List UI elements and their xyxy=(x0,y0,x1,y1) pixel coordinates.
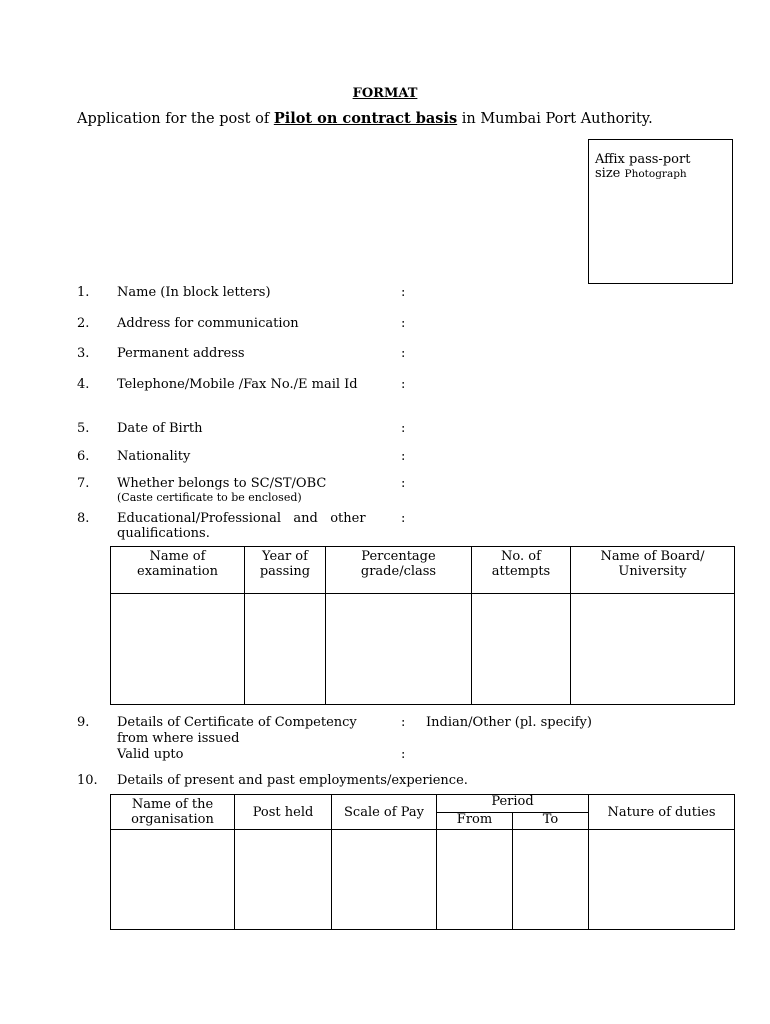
field-9-valid-label: Valid upto xyxy=(117,747,184,762)
field-8-label: Educational/Professional and other xyxy=(117,511,366,526)
employment-header-post: Post held xyxy=(235,795,332,830)
post-name: Pilot on contract basis xyxy=(273,110,458,127)
field-3-label: Permanent address xyxy=(117,346,245,361)
education-table xyxy=(110,546,735,705)
employment-cell-duties[interactable] xyxy=(589,830,735,930)
field-4-label: Telephone/Mobile /Fax No./E mail Id xyxy=(117,377,358,392)
field-7-label: Whether belongs to SC/ST/OBC xyxy=(117,476,327,491)
application-heading xyxy=(77,110,653,127)
field-6-number: 6. xyxy=(77,449,90,464)
education-cell-examination[interactable] xyxy=(111,594,245,705)
photo-box-photograph-text: Photograph xyxy=(624,168,687,180)
field-8-label-cont: qualifications. xyxy=(117,526,210,541)
intro-suffix: in Mumbai Port Authority. xyxy=(457,111,653,127)
field-5-number: 5. xyxy=(77,421,90,436)
photo-box xyxy=(588,139,733,284)
education-header-percentage: Percentage grade/class xyxy=(326,547,472,594)
employment-table xyxy=(110,794,735,930)
employment-header-from: From xyxy=(437,812,513,830)
employment-entry-row xyxy=(111,830,735,930)
field-1-label: Name (In block letters) xyxy=(117,285,271,300)
field-7-note: (Caste certificate to be enclosed) xyxy=(117,491,302,504)
employment-header-organisation: Name of the organisation xyxy=(111,795,235,830)
education-header-attempts: No. of attempts xyxy=(472,547,571,594)
employment-header-duties: Nature of duties xyxy=(589,795,735,830)
field-1-number: 1. xyxy=(77,285,90,300)
employment-header-to: To xyxy=(513,812,589,830)
field-9-label-cont: from where issued xyxy=(117,731,240,746)
photo-box-size-text: size xyxy=(595,166,625,181)
employment-header-period: Period xyxy=(437,795,589,813)
field-7-colon: : xyxy=(401,476,406,491)
field-4-colon: : xyxy=(401,377,406,392)
field-2-label: Address for communication xyxy=(117,316,299,331)
employment-cell-post[interactable] xyxy=(235,830,332,930)
field-3-colon: : xyxy=(401,346,406,361)
field-9-label: Details of Certificate of Competency xyxy=(117,715,357,730)
field-4-number: 4. xyxy=(77,377,90,392)
field-10-number: 10. xyxy=(77,773,98,788)
employment-cell-scale[interactable] xyxy=(332,830,437,930)
field-9-value: Indian/Other (pl. specify) xyxy=(426,715,592,730)
employment-cell-from[interactable] xyxy=(437,830,513,930)
field-2-number: 2. xyxy=(77,316,90,331)
field-9-valid-colon: : xyxy=(401,747,406,762)
field-7-number: 7. xyxy=(77,476,90,491)
field-8-colon: : xyxy=(401,511,406,526)
education-header-year: Year of passing xyxy=(245,547,326,594)
photo-box-line1: Affix pass-port xyxy=(595,152,691,167)
field-1-colon: : xyxy=(401,285,406,300)
field-5-label: Date of Birth xyxy=(117,421,203,436)
field-9-colon: : xyxy=(401,715,406,730)
field-6-colon: : xyxy=(401,449,406,464)
education-cell-attempts[interactable] xyxy=(472,594,571,705)
field-10-label: Details of present and past employments/experience. xyxy=(117,773,468,788)
education-header-row xyxy=(111,547,735,594)
employment-cell-organisation[interactable] xyxy=(111,830,235,930)
employment-cell-to[interactable] xyxy=(513,830,589,930)
education-cell-percentage[interactable] xyxy=(326,594,472,705)
education-cell-year[interactable] xyxy=(245,594,326,705)
education-entry-row xyxy=(111,594,735,705)
education-cell-board[interactable] xyxy=(571,594,735,705)
field-2-colon: : xyxy=(401,316,406,331)
photo-box-line2 xyxy=(595,167,726,181)
field-3-number: 3. xyxy=(77,346,90,361)
education-header-examination: Name of examination xyxy=(111,547,245,594)
field-8-number: 8. xyxy=(77,511,90,526)
education-header-board: Name of Board/ University xyxy=(571,547,735,594)
field-5-colon: : xyxy=(401,421,406,436)
employment-header-row xyxy=(111,795,735,813)
field-6-label: Nationality xyxy=(117,449,191,464)
intro-prefix: Application for the post of xyxy=(77,111,274,127)
field-9-number: 9. xyxy=(77,715,90,730)
form-title: FORMAT xyxy=(352,86,418,101)
employment-header-scale: Scale of Pay xyxy=(332,795,437,830)
